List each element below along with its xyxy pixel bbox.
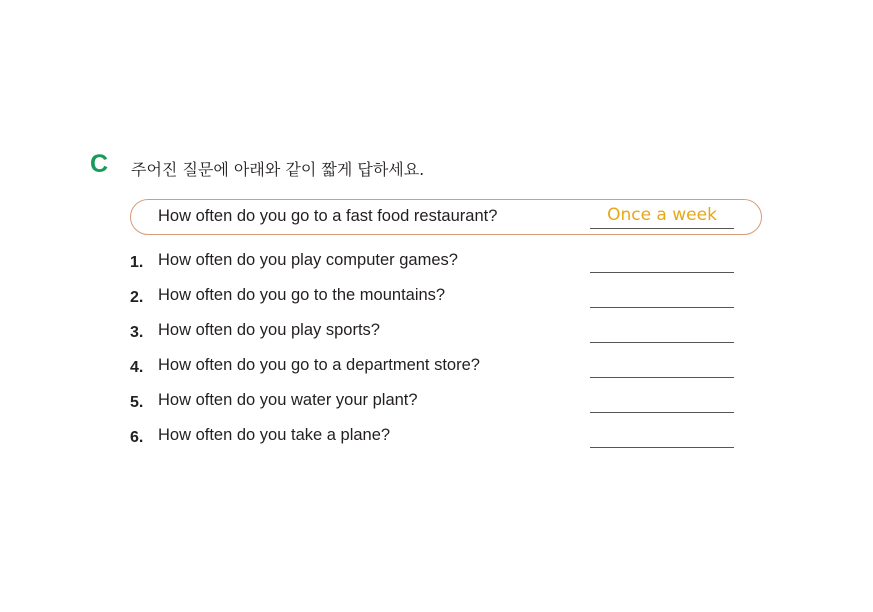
answer-line-2[interactable]: [590, 307, 734, 308]
answer-line-1[interactable]: [590, 272, 734, 273]
question-text: How often do you go to a department store?: [158, 356, 480, 374]
question-row-1: [0, 251, 873, 275]
question-text: How often do you take a plane?: [158, 426, 391, 444]
question-text: How often do you water your plant?: [158, 391, 418, 409]
example-answer-line: [590, 228, 734, 229]
question-number: 2.: [130, 289, 144, 306]
question-row-5: [0, 391, 873, 415]
question-row-4: [0, 356, 873, 380]
answer-line-5[interactable]: [590, 412, 734, 413]
question-number: 4.: [130, 359, 144, 376]
question-text: How often do you play sports?: [158, 321, 380, 339]
question-row-2: [0, 286, 873, 310]
example-row: [0, 207, 873, 231]
question-text: How often do you play computer games?: [158, 251, 458, 269]
question-number: 5.: [130, 394, 144, 411]
instruction-text: 주어진 질문에 아래와 같이 짧게 답하세요.: [131, 160, 425, 179]
question-number: 6.: [130, 429, 144, 446]
question-row-3: [0, 321, 873, 345]
question-row-6: [0, 426, 873, 450]
answer-line-4[interactable]: [590, 377, 734, 378]
answer-line-3[interactable]: [590, 342, 734, 343]
question-number: 1.: [130, 254, 144, 271]
question-text: How often do you go to the mountains?: [158, 286, 446, 304]
answer-line-6[interactable]: [590, 447, 734, 448]
section-letter: C: [90, 150, 109, 178]
example-answer: Once a week: [607, 205, 717, 225]
example-question: How often do you go to a fast food restaurant?: [158, 207, 498, 225]
question-number: 3.: [130, 324, 144, 341]
